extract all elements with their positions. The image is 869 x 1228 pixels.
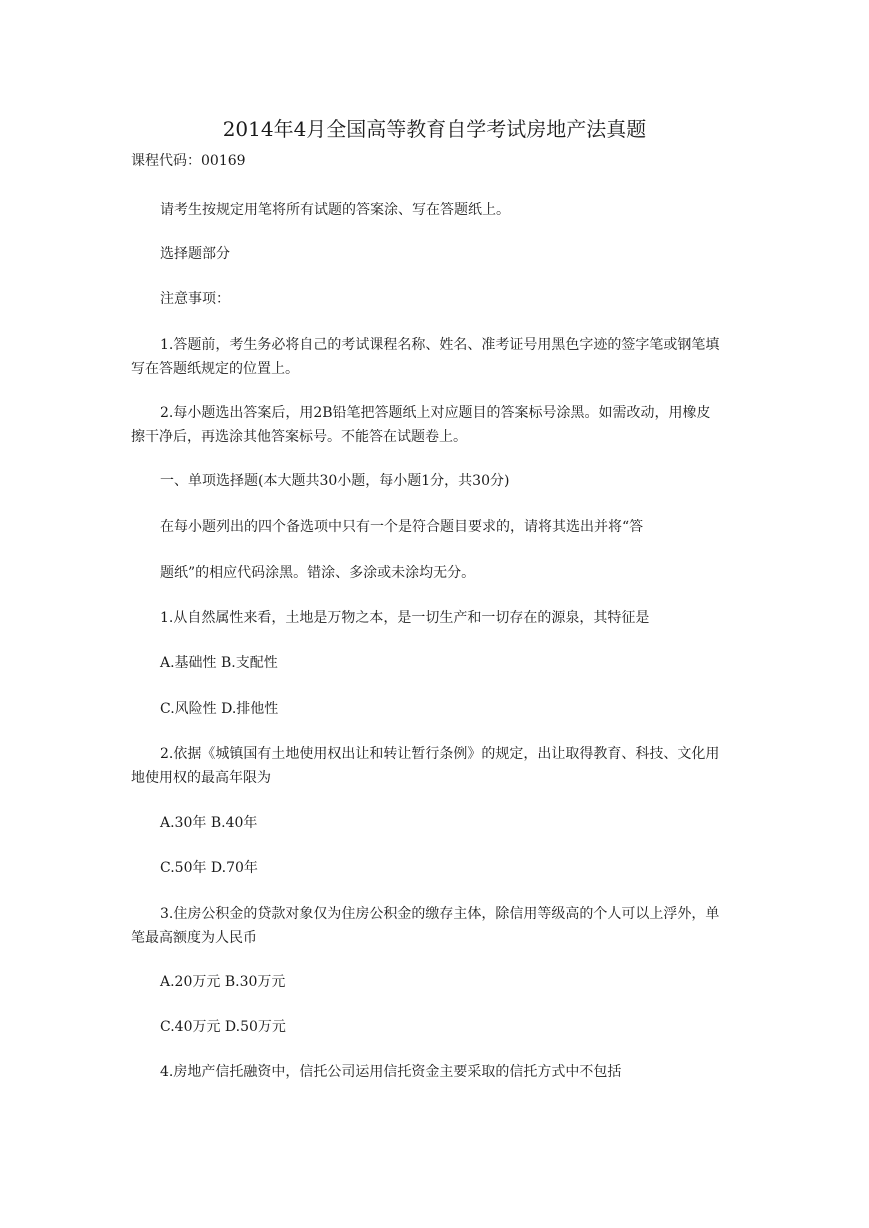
question-3-stem: 3.住房公积金的贷款对象仅为住房公积金的缴存主体，除信用等级高的个人可以上浮外，单笔最高额度为人民币 (131, 906, 720, 946)
section-instruction-line-2: 题纸”的相应代码涂黑。错涂、多涂或未涂均无分。 (160, 565, 476, 581)
notice-heading: 注意事项： (160, 291, 230, 307)
question-2-options-ab: A.30年 B.40年 (160, 815, 258, 831)
question-3-options-ab: A.20万元 B.30万元 (160, 974, 286, 990)
question-1-options-cd: C.风险性 D.排他性 (160, 701, 279, 717)
section-instruction-line-1: 在每小题列出的四个备选项中只有一个是符合题目要求的，请将其选出并将“答 (160, 519, 644, 535)
page-title: 2014年4月全国高等教育自学考试房地产法真题 (222, 117, 647, 141)
question-3-options-cd: C.40万元 D.50万元 (160, 1019, 286, 1035)
exam-instruction: 请考生按规定用笔将所有试题的答案涂、写在答题纸上。 (160, 202, 510, 218)
question-2-stem: 2.依据《城镇国有土地使用权出让和转让暂行条例》的规定，出让取得教育、科技、文化用地使用权的最高年限为 (131, 746, 720, 786)
question-4-stem: 4.房地产信托融资中，信托公司运用信托资金主要采取的信托方式中不包括 (160, 1064, 622, 1080)
notice-item-1: 1.答题前，考生务必将自己的考试课程名称、姓名、准考证号用黑色字迹的签字笔或钢笔填写在答题纸规定的位置上。 (131, 337, 720, 377)
question-1-options-ab: A.基础性 B.支配性 (160, 655, 278, 671)
question-1-stem: 1.从自然属性来看，土地是万物之本，是一切生产和一切存在的源泉，其特征是 (160, 610, 650, 626)
course-code: 课程代码：00169 (131, 153, 246, 169)
notice-item-2: 2.每小题选出答案后，用2B铅笔把答题纸上对应题目的答案标号涂黑。如需改动，用橡皮擦干净后，再选涂其他答案标号。不能答在试题卷上。 (131, 405, 711, 445)
section-one-heading: 一、单项选择题(本大题共30小题，每小题1分，共30分) (160, 473, 510, 489)
question-2-options-cd: C.50年 D.70年 (160, 860, 258, 876)
section-part-heading: 选择题部分 (160, 246, 230, 262)
